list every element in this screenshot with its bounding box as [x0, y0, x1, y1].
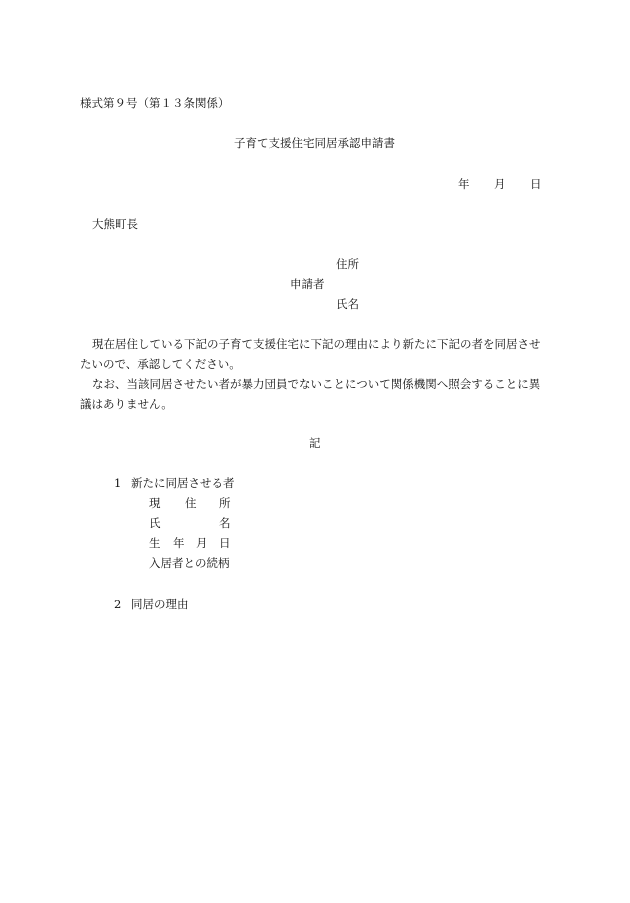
- field-relationship-label: 入居者との続柄: [149, 556, 230, 570]
- field-name-char: 氏: [149, 516, 161, 530]
- field-birthdate-char: 生: [149, 536, 161, 550]
- item-2-heading: 同居の理由: [131, 597, 189, 611]
- body-para2-line2: 議はありません。: [80, 397, 173, 411]
- form-number: 様式第９号（第１３条関係）: [80, 96, 230, 110]
- item-1-number: 1: [114, 476, 122, 490]
- field-birthdate-char: 月: [196, 536, 208, 550]
- document-title: 子育て支援住宅同居承認申請書: [234, 136, 395, 150]
- field-name-char: 名: [219, 516, 231, 530]
- applicant-name-label: 氏名: [336, 297, 359, 311]
- field-current-address-char: 現: [149, 496, 161, 510]
- applicant-role-label: 申請者: [290, 277, 325, 291]
- ki-heading: 記: [309, 436, 321, 450]
- body-para1-line1: 現在居住している下記の子育て支援住宅に下記の理由により新たに下記の者を同居させ: [92, 337, 541, 351]
- field-birthdate-char: 日: [219, 536, 231, 550]
- item-2-number: 2: [114, 597, 122, 611]
- date-year: 年: [458, 177, 470, 191]
- field-birthdate-char: 年: [173, 536, 185, 550]
- addressee: 大熊町長: [92, 217, 138, 231]
- field-current-address-char: 所: [219, 496, 231, 510]
- date-day: 日: [530, 177, 542, 191]
- applicant-address-label: 住所: [336, 257, 359, 271]
- field-current-address-char: 住: [185, 496, 197, 510]
- body-para1-line2: たいので、承認してください。: [80, 357, 241, 371]
- body-para2-line1: なお、当該同居させたい者が暴力団員でないことについて関係機関へ照会することに異: [92, 377, 541, 391]
- item-1-heading: 新たに同居させる者: [131, 476, 235, 490]
- date-month: 月: [494, 177, 506, 191]
